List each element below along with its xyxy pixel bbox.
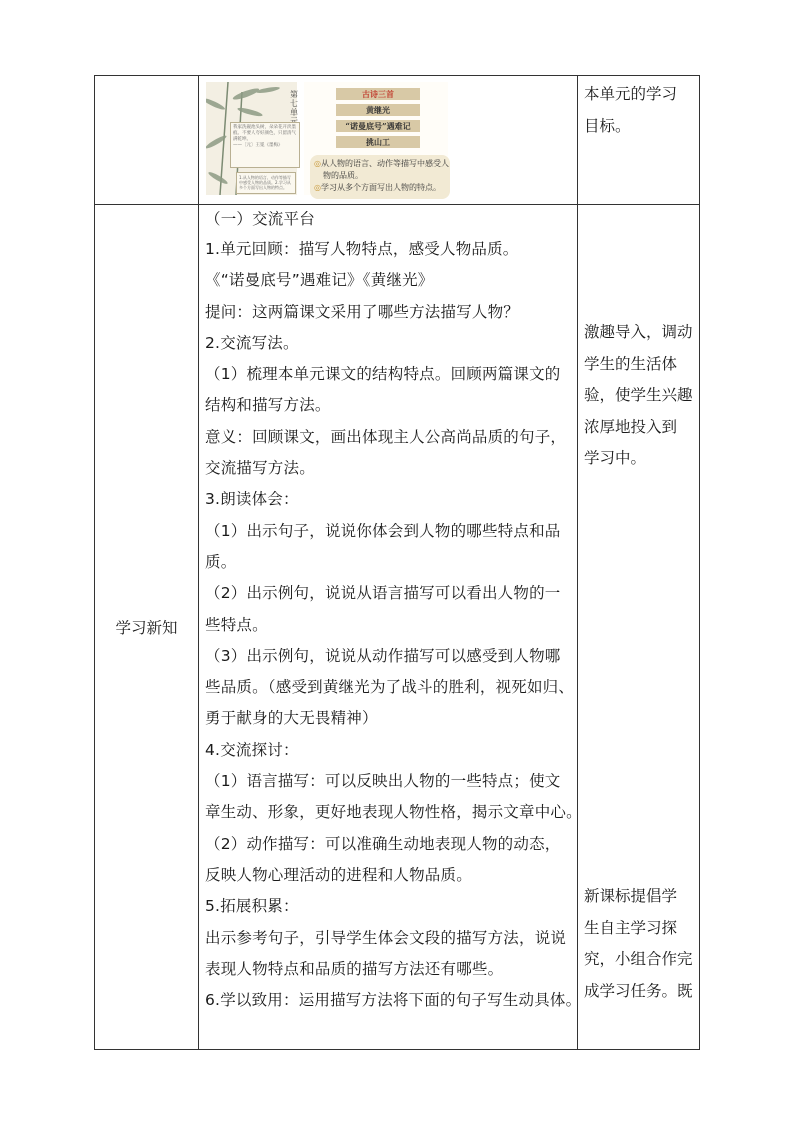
note-cell: [578, 76, 700, 205]
content-line: 2.交流写法。: [205, 333, 299, 352]
content-line: 出示参考句子，引导学生体会文段的描写方法，说说: [205, 928, 567, 947]
section-title: 学习新知: [95, 205, 199, 1050]
illustration-cell: [199, 76, 578, 205]
content-line: （1）梳理本单元课文的结构特点。回顾两篇课文的: [205, 365, 561, 384]
bullet-icon: ◎: [314, 159, 321, 168]
note-line: 学习中。: [584, 449, 647, 468]
goal-item: 学习从多个方面写出人物的特点。: [320, 183, 441, 192]
content-line: （一）交流平台: [205, 210, 315, 228]
note-line: 新课标提倡学: [584, 886, 678, 905]
content-line: 意义：回顾课文，画出体现主人公高尚品质的句子，: [205, 427, 567, 446]
content-line: 表现人物特点和品质的描写方法还有哪些。: [205, 959, 504, 978]
unit-goals-box: 1.从人物的语言、动作等描写中感受人物的品质。2.学习从多个方面写出人物的特点。: [236, 172, 296, 194]
note-line: 成学习任务。既: [584, 981, 693, 1000]
lesson-tag: 挑山工: [336, 136, 420, 148]
content-line: 3.朗读体会：: [205, 490, 299, 509]
content-line: （2）动作描写：可以准确生动地表现人物的动态，: [205, 834, 561, 853]
poem-text: 我家洗砚池头树，朵朵花开淡墨痕。不要人夸好颜色，只留清气满乾坤。: [233, 125, 296, 142]
content-lines: [199, 205, 582, 1016]
goal-item: 物的品质。: [323, 171, 363, 180]
content-line: 些特点。: [205, 615, 268, 634]
content-line: 5.拓展积累：: [205, 897, 299, 916]
content-line: （1）出示句子，说说你体会到人物的哪些特点和品: [205, 521, 561, 540]
unit-label: 第七单: [290, 90, 298, 117]
note-line: 浓厚地投入到: [584, 417, 678, 436]
goal-list: [310, 155, 450, 199]
content-line: 些品质。（感受到黄继光为了战斗的胜利，视死如归、: [205, 678, 575, 697]
lesson-tag: “诺曼底号”遇难记: [336, 120, 420, 132]
note-line: 学生的生活体: [584, 354, 678, 373]
content-line: 交流描写方法。: [205, 459, 315, 478]
table-row: [95, 205, 700, 1050]
lesson-tag: 黄继光: [336, 104, 420, 116]
content-line: 《“诺曼底号”遇难记》《黄继光》: [205, 271, 434, 290]
bullet-icon: ◎: [314, 183, 321, 192]
note-line: 激趣导入，调动: [584, 323, 693, 341]
teaching-note-b: [578, 475, 699, 1007]
lesson-plan-table: [94, 75, 700, 1050]
content-line: 章生动、形象，更好地表现人物性格，揭示文章中心。: [205, 803, 582, 822]
content-line: 1.单元回顾：描写人物特点，感受人物品质。: [205, 240, 519, 258]
content-line: 6.学以致用：运用描写方法将下面的句子写生动具体。: [205, 991, 582, 1010]
content-line: （2）出示例句，说说从语言描写可以看出人物的一: [205, 584, 561, 603]
section-cell-empty: [95, 76, 199, 205]
content-line: 反映人物心理活动的进程和人物品质。: [205, 865, 472, 884]
note-cell: [578, 205, 700, 1050]
note-line: 本单元的学习: [584, 85, 678, 103]
content-line: 提问：这两篇课文采用了哪些方法描写人物？: [205, 302, 520, 321]
note-line: 验，使学生兴趣: [584, 386, 693, 405]
table-row: [95, 76, 700, 205]
content-cell: [199, 205, 582, 1050]
content-line: 质。: [205, 552, 237, 571]
content-line: 结构和描写方法。: [205, 396, 331, 415]
note-line: 目标。: [584, 116, 631, 135]
poem-author: ——〔元〕王冕《墨梅》: [233, 143, 283, 148]
content-line: 勇于献身的大无畏精神）: [205, 709, 378, 728]
teaching-note-a: [578, 205, 699, 475]
note-line: 生自主学习探: [584, 918, 678, 937]
lesson-tag: 古诗三首: [336, 88, 420, 100]
unit-illustration: [206, 82, 448, 202]
content-line: 4.交流探讨：: [205, 740, 299, 759]
content-line: （3）出示例句，说说从动作描写可以感受到人物哪: [205, 646, 561, 665]
goal-item: 从人物的语言、动作等描写中感受人: [320, 159, 449, 168]
poem-box: [230, 122, 300, 168]
note-line: 究，小组合作完: [584, 950, 693, 969]
content-line: （1）语言描写：可以反映出人物的一些特点；使文: [205, 772, 561, 791]
